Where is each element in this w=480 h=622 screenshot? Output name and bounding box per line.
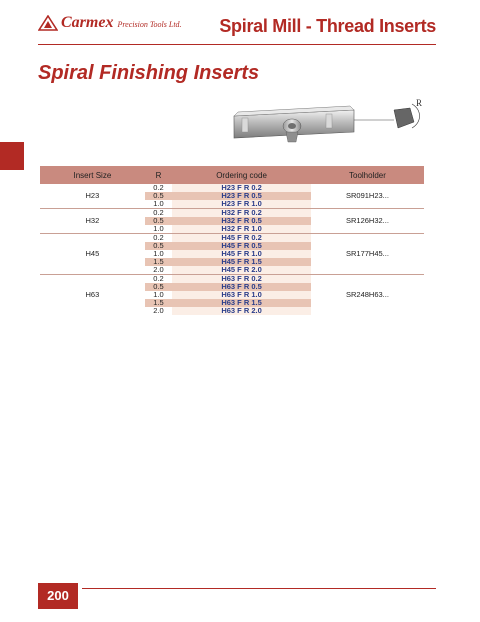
brand-subtitle: Precision Tools Ltd.: [117, 20, 182, 29]
insert-size-cell: H32: [40, 209, 145, 234]
page-header: [38, 8, 436, 45]
radius-cell: 0.2: [145, 209, 172, 218]
page-number: 200: [38, 583, 78, 609]
ordering-code-cell: H45 F R 0.5: [172, 242, 311, 250]
toolholder-cell: SR248H63...: [311, 275, 424, 316]
radius-cell: 1.0: [153, 224, 164, 233]
table-header-row: [40, 166, 424, 184]
toolholder-cell: SR091H23...: [311, 184, 424, 209]
footer-rule: [82, 588, 436, 589]
radius-cell: 1.5: [145, 258, 172, 266]
radius-cell: 0.5: [145, 283, 172, 291]
ordering-code-cell: H32 F R 0.5: [172, 217, 311, 225]
radius-cell: 2.0: [153, 306, 164, 315]
radius-cell: 1.0: [153, 249, 164, 258]
ordering-code-cell: H32 F R 0.2: [172, 209, 311, 218]
radius-cell: 2.0: [153, 265, 164, 274]
header-title: Spiral Mill - Thread Inserts: [219, 16, 436, 36]
header-insert-size: Insert Size: [40, 166, 145, 184]
header-toolholder: Toolholder: [311, 166, 424, 184]
ordering-code-cell: H63 F R 0.2: [172, 275, 311, 284]
ordering-code-cell: H63 F R 1.5: [172, 299, 311, 307]
table-body: [40, 184, 424, 315]
ordering-code-cell: H63 F R 2.0: [172, 307, 311, 315]
ordering-code-cell: H45 F R 0.2: [172, 234, 311, 243]
insert-size-cell: H45: [40, 234, 145, 275]
header-ordering-code: Ordering code: [172, 166, 311, 184]
ordering-code-cell: H23 F R 1.0: [172, 200, 311, 209]
ordering-code-cell: H23 F R 0.2: [172, 184, 311, 192]
ordering-code-cell: H45 F R 2.0: [172, 266, 311, 275]
ordering-table: [40, 166, 424, 315]
radius-label: R: [416, 98, 423, 108]
radius-cell: 0.5: [145, 217, 172, 225]
ordering-code-cell: H45 F R 1.5: [172, 258, 311, 266]
header-r: R: [145, 166, 172, 184]
ordering-code-cell: H23 F R 0.5: [172, 192, 311, 200]
ordering-code-cell: H45 F R 1.0: [172, 250, 311, 258]
brand-logo: [38, 14, 182, 32]
radius-cell: 0.5: [145, 192, 172, 200]
radius-cell: 0.2: [153, 183, 164, 192]
radius-cell: 0.2: [145, 234, 172, 243]
brand-name: Carmex: [61, 14, 114, 31]
ordering-code-cell: H63 F R 0.5: [172, 283, 311, 291]
carmex-logo-icon: [38, 15, 58, 31]
toolholder-cell: SR177H45...: [311, 234, 424, 275]
insert-size-cell: H63: [40, 275, 145, 316]
radius-cell: 0.5: [145, 242, 172, 250]
ordering-code-cell: H32 F R 1.0: [172, 225, 311, 234]
section-title: Spiral Finishing Inserts: [38, 62, 260, 84]
insert-diagram: [226, 96, 426, 152]
radius-cell: 1.0: [153, 290, 164, 299]
radius-cell: 0.2: [145, 275, 172, 284]
toolholder-cell: SR126H32...: [311, 209, 424, 234]
radius-cell: 1.5: [145, 299, 172, 307]
radius-cell: 1.0: [153, 199, 164, 208]
insert-size-cell: H23: [40, 184, 145, 209]
side-tab: [0, 142, 24, 170]
insert-body: [234, 106, 354, 142]
ordering-code-cell: H63 F R 1.0: [172, 291, 311, 299]
